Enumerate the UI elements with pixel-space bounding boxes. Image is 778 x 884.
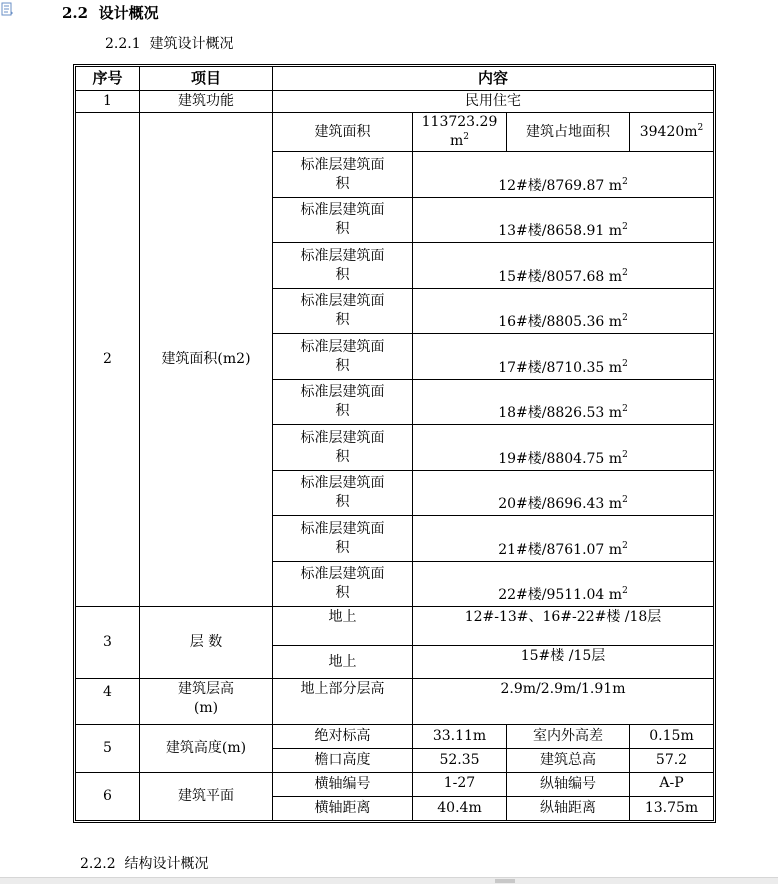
std-floor-label: 标准层建筑面 积	[273, 380, 413, 425]
std-floor-value: 17#楼/8710.35 $m^2$	[413, 334, 714, 380]
row-no: 4	[76, 679, 140, 725]
table-row	[76, 113, 714, 152]
std-floor-value: 22#楼/9511.04 $m^2$	[413, 562, 714, 607]
table-row	[76, 91, 714, 113]
std-floor-value: 21#楼/8761.07 $m^2$	[413, 516, 714, 562]
scrollbar-thumb[interactable]	[495, 879, 515, 883]
height-diff-value: 0.15m	[630, 725, 714, 749]
row-item: 层 数	[140, 607, 273, 679]
subsection-number: 2.2.1	[105, 36, 141, 52]
std-floor-value: 13#楼/8658.91 $m^2$	[413, 198, 714, 243]
row-no: 1	[76, 91, 140, 113]
header-item: 项目	[140, 67, 273, 91]
floors-sub-label: 地上	[273, 607, 413, 646]
std-floor-value: 16#楼/8805.36 $m^2$	[413, 289, 714, 334]
header-content: 内容	[273, 67, 714, 91]
table-row	[76, 607, 714, 646]
land-area-label: 建筑占地面积	[507, 113, 630, 152]
std-floor-value: 15#楼/8057.68 $m^2$	[413, 243, 714, 289]
section-number: 2.2	[62, 4, 89, 22]
design-overview-table	[75, 66, 714, 821]
total-height-value: 57.2	[630, 749, 714, 773]
subsection-heading-architecture	[105, 33, 234, 53]
eave-height-label: 檐口高度	[273, 749, 413, 773]
std-floor-label: 标准层建筑面 积	[273, 198, 413, 243]
row-no: 6	[76, 773, 140, 821]
row-no: 2	[76, 113, 140, 607]
h-axis-number-value: 1-27	[413, 773, 507, 797]
document-icon	[0, 2, 14, 16]
table-row	[76, 725, 714, 749]
subsection-heading-structure	[80, 853, 209, 873]
floors-value: 12#-13#、16#-22#楼 /18层	[413, 607, 714, 646]
h-axis-distance-value: 40.4m	[413, 797, 507, 821]
floors-value: 15#楼 /15层	[413, 646, 714, 679]
height-diff-label: 室内外高差	[507, 725, 630, 749]
std-floor-label: 标准层建筑面 积	[273, 152, 413, 198]
std-floor-value: 20#楼/8696.43 $m^2$	[413, 471, 714, 516]
section-heading	[62, 2, 159, 23]
std-floor-label: 标准层建筑面 积	[273, 471, 413, 516]
table-header-row	[76, 67, 714, 91]
row-item: 建筑面积(m2)	[140, 113, 273, 607]
total-area-value: 113723.29 $m^2$	[413, 113, 507, 152]
std-floor-label: 标准层建筑面 积	[273, 425, 413, 471]
h-axis-distance-label: 横轴距离	[273, 797, 413, 821]
row-item: 建筑高度(m)	[140, 725, 273, 773]
std-floor-label: 标准层建筑面 积	[273, 334, 413, 380]
row-content: 民用住宅	[273, 91, 714, 113]
table-row	[76, 679, 714, 725]
row-no: 5	[76, 725, 140, 773]
v-axis-number-value: A-P	[630, 773, 714, 797]
std-floor-label: 标准层建筑面 积	[273, 562, 413, 607]
std-floor-label: 标准层建筑面 积	[273, 516, 413, 562]
abs-elevation-value: 33.11m	[413, 725, 507, 749]
table-row	[76, 773, 714, 797]
row-item: 建筑平面	[140, 773, 273, 821]
design-overview-table-frame	[73, 64, 716, 823]
eave-height-value: 52.35	[413, 749, 507, 773]
h-axis-number-label: 横轴编号	[273, 773, 413, 797]
row-item: 建筑功能	[140, 91, 273, 113]
std-floor-label: 标准层建筑面 积	[273, 289, 413, 334]
floors-sub-label: 地上	[273, 646, 413, 679]
subsection-title: 结构设计概况	[124, 856, 209, 872]
std-floor-value: 12#楼/8769.87 $m^2$	[413, 152, 714, 198]
subsection-number: 2.2.2	[80, 856, 116, 872]
v-axis-number-label: 纵轴编号	[507, 773, 630, 797]
storey-height-value: 2.9m/2.9m/1.91m	[413, 679, 714, 725]
header-no: 序号	[76, 67, 140, 91]
std-floor-value: 18#楼/8826.53 $m^2$	[413, 380, 714, 425]
storey-height-label: 地上部分层高	[273, 679, 413, 725]
section-title: 设计概况	[98, 4, 159, 22]
abs-elevation-label: 绝对标高	[273, 725, 413, 749]
std-floor-label: 标准层建筑面 积	[273, 243, 413, 289]
subsection-title: 建筑设计概况	[149, 36, 234, 52]
row-item: 建筑层高 (m)	[140, 679, 273, 725]
v-axis-distance-label: 纵轴距离	[507, 797, 630, 821]
v-axis-distance-value: 13.75m	[630, 797, 714, 821]
total-area-label: 建筑面积	[273, 113, 413, 152]
row-no: 3	[76, 607, 140, 679]
total-height-label: 建筑总高	[507, 749, 630, 773]
std-floor-value: 19#楼/8804.75 $m^2$	[413, 425, 714, 471]
land-area-value: $39420m^2$	[630, 113, 714, 152]
